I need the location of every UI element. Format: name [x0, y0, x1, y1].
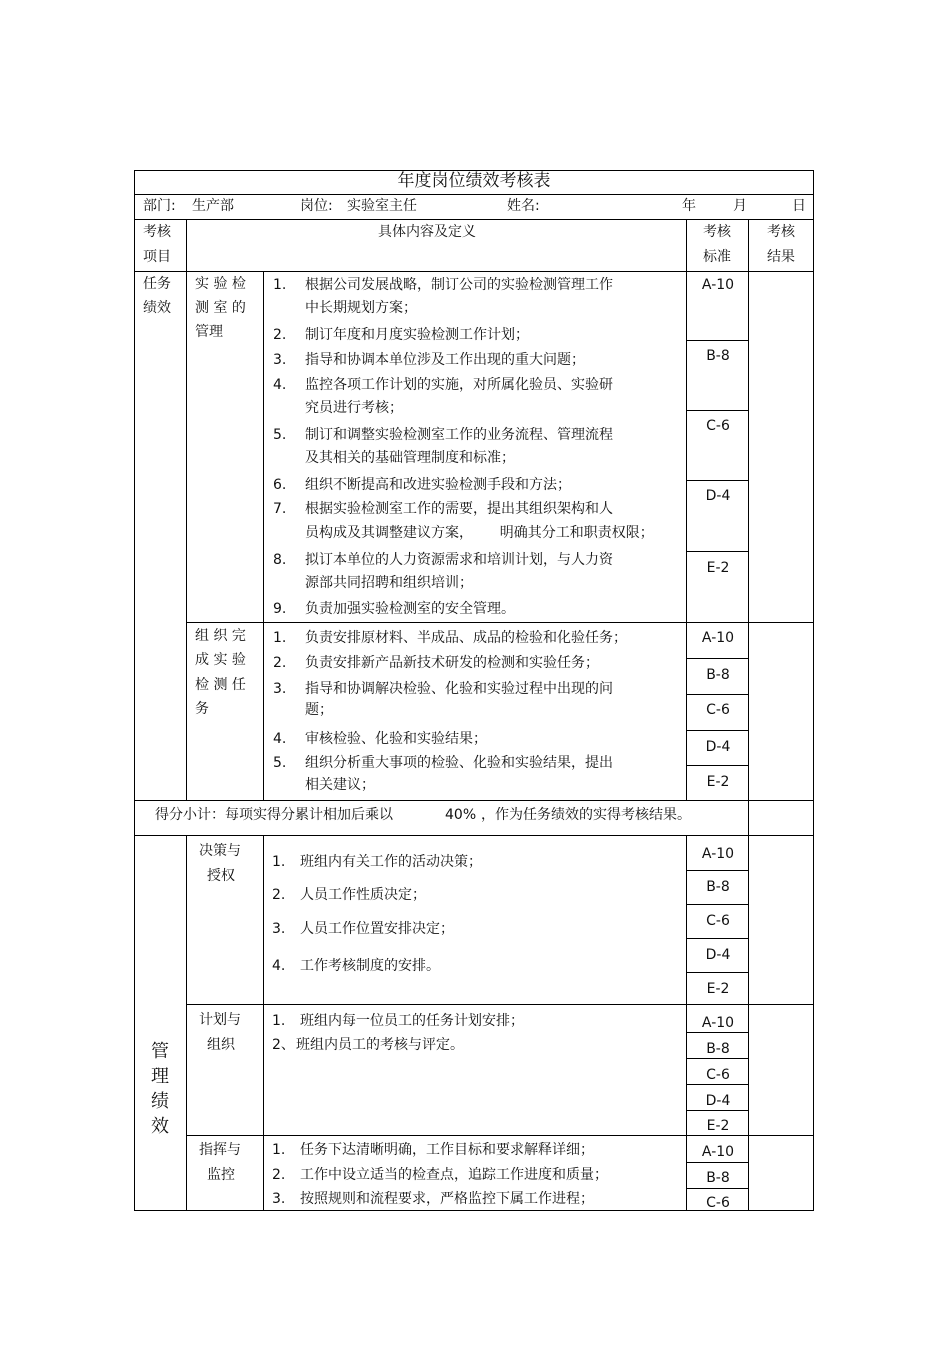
- mgmt-sec3-item-num: 3.: [272, 1191, 286, 1207]
- header-result-line2: 结果: [767, 249, 795, 265]
- grade-d: D-4: [705, 739, 731, 755]
- form-title: 年度岗位绩效考核表: [397, 171, 551, 191]
- mgmt-sec2-item-text: 班组内员工的考核与评定。: [296, 1037, 464, 1053]
- task-sec2-item-text: 组织分析重大事项的检验、化验和实验结果，提出: [305, 755, 613, 771]
- task-sec1-item-text: 监控各项工作计划的实施，对所属化验员、实验研: [305, 377, 613, 393]
- grade-d: D-4: [705, 1093, 731, 1109]
- grade-e: E-2: [706, 981, 730, 997]
- subtotal-text-end: ，作为任务绩效的实得考核结果。: [481, 807, 691, 823]
- month-label: 月: [733, 198, 747, 214]
- grade-a: A-10: [701, 630, 735, 646]
- mgmt-sec1-item-text: 工作考核制度的安排。: [300, 958, 440, 974]
- header-item-line1: 考核: [143, 224, 171, 240]
- header-std-line2: 标准: [703, 249, 731, 265]
- name-label: 姓名:: [507, 198, 540, 214]
- task-sec1-item-num: 3.: [273, 352, 287, 368]
- task-sec1-item-text: 指导和协调本单位涉及工作出现的重大问题；: [305, 352, 585, 368]
- task-sec2-item-num: 1.: [273, 630, 287, 646]
- task-sec2-name-line2: 成 实 验: [195, 652, 246, 668]
- task-label-line1: 任务: [143, 276, 171, 292]
- grade-c: C-6: [706, 702, 730, 718]
- task-sec1-item-text: 究员进行考核；: [305, 400, 403, 416]
- subtotal-percent: 40%: [445, 807, 477, 823]
- task-sec1-item-text: 组织不断提高和改进实验检测手段和方法；: [305, 477, 571, 493]
- mgmt-sec1-name-line2: 授权: [207, 868, 235, 884]
- header-content: 具体内容及定义: [378, 224, 476, 240]
- mgmt-sec3-name-line2: 监控: [207, 1167, 235, 1183]
- mgmt-sec1-item-text: 人员工作位置安排决定；: [300, 921, 454, 937]
- mgmt-label-char: 效: [151, 1116, 169, 1137]
- task-sec1-item-num: 7.: [273, 501, 287, 517]
- grade-e: E-2: [706, 774, 730, 790]
- grade-b: B-8: [706, 1170, 730, 1186]
- mgmt-label-char: 理: [151, 1066, 169, 1087]
- task-label-line2: 绩效: [143, 300, 171, 316]
- task-sec2-name-line3: 检 测 任: [195, 677, 246, 693]
- grade-e: E-2: [706, 1118, 730, 1134]
- mgmt-sec1-item-num: 1.: [272, 854, 286, 870]
- task-sec1-item-num: 8.: [273, 552, 287, 568]
- mgmt-sec2-name-line1: 计划与: [199, 1012, 241, 1028]
- subtotal-text: 得分小计：每项实得分累计相加后乘以: [155, 807, 393, 823]
- task-sec1-item-num: 6.: [273, 477, 287, 493]
- mgmt-sec2-name-line2: 组织: [207, 1037, 235, 1053]
- task-sec2-item-num: 3.: [273, 681, 287, 697]
- grade-b: B-8: [706, 667, 730, 683]
- task-sec2-item-text: 相关建议；: [305, 777, 375, 793]
- task-sec2-item-text: 负责安排原材料、半成品、成品的检验和化验任务；: [305, 630, 627, 646]
- grade-b: B-8: [706, 1041, 730, 1057]
- task-sec1-item-text: 根据实验检测室工作的需要，提出其组织架构和人: [305, 501, 613, 517]
- task-sec1-item-text: 及其相关的基础管理制度和标准；: [305, 450, 515, 466]
- dept-label: 部门:: [143, 198, 176, 214]
- mgmt-sec3-item-text: 工作中设立适当的检查点，追踪工作进度和质量；: [300, 1167, 608, 1183]
- mgmt-sec3-name-line1: 指挥与: [199, 1142, 241, 1158]
- task-sec2-name-line1: 组 织 完: [195, 628, 246, 644]
- grade-a: A-10: [701, 846, 735, 862]
- task-sec1-item-text: 拟订本单位的人力资源需求和培训计划，与人力资: [305, 552, 613, 568]
- mgmt-sec3-item-num: 2.: [272, 1167, 286, 1183]
- task-sec1-item-num: 4.: [273, 377, 287, 393]
- task-sec1-item-num: 9.: [273, 601, 287, 617]
- mgmt-sec2-item-num: 2、: [272, 1037, 295, 1053]
- header-std-line1: 考核: [703, 224, 731, 240]
- task-sec1-item-num: 2.: [273, 327, 287, 343]
- task-sec2-item-text: 指导和协调解决检验、化验和实验过程中出现的问: [305, 681, 613, 697]
- grade-c: C-6: [706, 913, 730, 929]
- mgmt-sec2-item-num: 1.: [272, 1013, 286, 1029]
- grade-e: E-2: [706, 560, 730, 576]
- year-label: 年: [682, 198, 696, 214]
- post-value: 实验室主任: [347, 198, 417, 214]
- dept-value: 生产部: [192, 198, 234, 214]
- mgmt-sec3-item-text: 任务下达清晰明确，工作目标和要求解释详细；: [300, 1142, 594, 1158]
- day-label: 日: [792, 198, 806, 214]
- task-sec1-name-line1: 实 验 检: [195, 276, 246, 292]
- task-sec1-item-num: 1.: [273, 277, 287, 293]
- task-sec1-name-line3: 管理: [195, 324, 223, 340]
- task-sec2-item-text: 审核检验、化验和实验结果；: [305, 731, 487, 747]
- grade-b: B-8: [706, 348, 730, 364]
- mgmt-sec1-item-num: 3.: [272, 921, 286, 937]
- mgmt-label-char: 管: [151, 1041, 169, 1062]
- task-sec1-item-num: 5.: [273, 427, 287, 443]
- task-sec1-item-text: 根据公司发展战略，制订公司的实验检测管理工作: [305, 277, 613, 293]
- task-sec1-item-text: 制订年度和月度实验检测工作计划；: [305, 327, 529, 343]
- mgmt-sec1-item-num: 2.: [272, 887, 286, 903]
- grade-d: D-4: [705, 488, 731, 504]
- grade-c: C-6: [706, 1195, 730, 1211]
- header-item-line2: 项目: [143, 249, 171, 265]
- task-sec2-item-text: 题；: [305, 702, 333, 718]
- task-sec1-item-text: 制订和调整实验检测室工作的业务流程、管理流程: [305, 427, 613, 443]
- task-sec1-item-text: 中长期规划方案；: [305, 300, 417, 316]
- mgmt-sec1-name-line1: 决策与: [199, 843, 241, 859]
- task-sec2-item-num: 2.: [273, 655, 287, 671]
- grade-b: B-8: [706, 879, 730, 895]
- task-sec1-item-text: 源部共同招聘和组织培训；: [305, 575, 473, 591]
- task-sec2-item-text: 负责安排新产品新技术研发的检测和实验任务；: [305, 655, 599, 671]
- task-sec2-name-line4: 务: [195, 701, 209, 717]
- mgmt-sec3-item-num: 1.: [272, 1142, 286, 1158]
- grade-c: C-6: [706, 418, 730, 434]
- task-sec1-item-text: 负责加强实验检测室的安全管理。: [305, 601, 515, 617]
- mgmt-label-char: 绩: [151, 1091, 169, 1112]
- mgmt-sec1-item-num: 4.: [272, 958, 286, 974]
- task-sec2-item-num: 5.: [273, 755, 287, 771]
- header-result-line1: 考核: [767, 224, 795, 240]
- mgmt-sec3-item-text: 按照规则和流程要求，严格监控下属工作进程；: [300, 1191, 594, 1207]
- mgmt-sec1-item-text: 班组内有关工作的活动决策；: [300, 854, 482, 870]
- task-sec1-name-line2: 测 室 的: [195, 300, 246, 316]
- task-sec1-item-text: 员构成及其调整建议方案， 明确其分工和职责权限；: [305, 525, 654, 541]
- mgmt-sec1-item-text: 人员工作性质决定；: [300, 887, 426, 903]
- grade-a: A-10: [701, 1144, 735, 1160]
- grade-c: C-6: [706, 1067, 730, 1083]
- grade-d: D-4: [705, 947, 731, 963]
- grade-a: A-10: [701, 277, 735, 293]
- grade-a: A-10: [701, 1015, 735, 1031]
- post-label: 岗位:: [300, 198, 333, 214]
- task-sec2-item-num: 4.: [273, 731, 287, 747]
- mgmt-sec2-item-text: 班组内每一位员工的任务计划安排；: [300, 1013, 524, 1029]
